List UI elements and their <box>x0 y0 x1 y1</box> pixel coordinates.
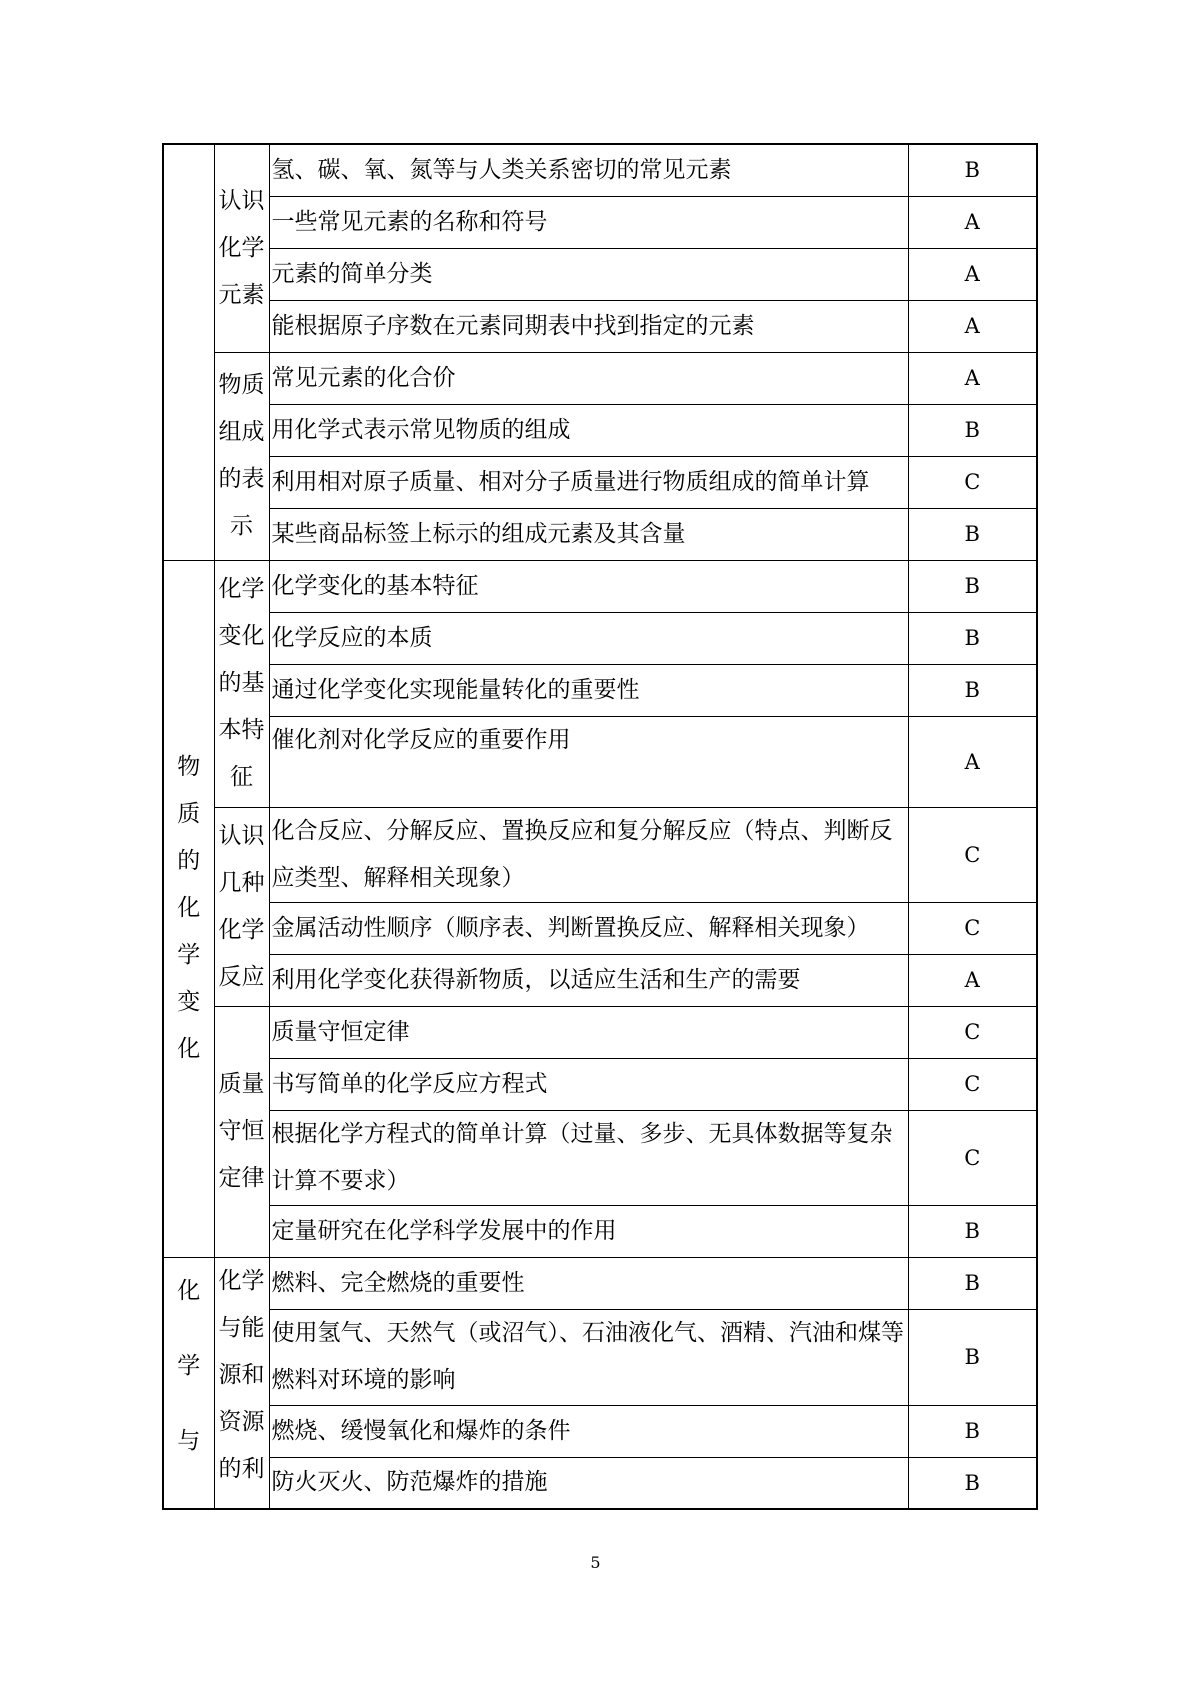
category-label: 物质的化学变化 <box>177 754 201 1062</box>
item-text: 使用氢气、天然气（或沼气）、石油液化气、酒精、汽油和煤等燃料对环境的影响 <box>271 1320 904 1393</box>
level-cell: C <box>908 1110 1037 1205</box>
subcategory-label: 化学与能源和资源的利 <box>218 1267 265 1482</box>
subcategory-cell <box>214 1257 269 1509</box>
item-text: 用化学式表示常见物质的组成 <box>271 416 571 443</box>
subcategory-cell <box>214 144 269 352</box>
item-cell <box>269 508 908 560</box>
item-cell <box>269 664 908 716</box>
item-text: 元素的简单分类 <box>271 260 433 287</box>
item-text: 通过化学变化实现能量转化的重要性 <box>271 676 640 703</box>
item-text: 常见元素的化合价 <box>271 364 456 391</box>
item-cell <box>269 456 908 508</box>
level-cell: B <box>908 1457 1037 1509</box>
item-text: 化合反应、分解反应、置换反应和复分解反应（特点、判断反应类型、解释相关现象） <box>271 817 893 891</box>
level-cell: B <box>908 144 1037 196</box>
item-text: 某些商品标签上标示的组成元素及其含量 <box>271 520 686 547</box>
item-text: 定量研究在化学科学发展中的作用 <box>271 1217 617 1244</box>
item-text: 化学反应的本质 <box>271 624 433 651</box>
item-cell <box>269 1058 908 1110</box>
item-text: 防火灭火、防范爆炸的措施 <box>271 1469 548 1496</box>
level-cell: A <box>908 352 1037 404</box>
level-cell: A <box>908 300 1037 352</box>
level-cell: B <box>908 1405 1037 1457</box>
item-cell <box>269 1405 908 1457</box>
subcategory-cell <box>214 807 269 1006</box>
level-cell: B <box>908 404 1037 456</box>
category-cell <box>163 144 214 560</box>
item-text: 催化剂对化学反应的重要作用 <box>271 726 571 753</box>
item-text: 燃料、完全燃烧的重要性 <box>271 1269 525 1296</box>
item-text: 燃烧、缓慢氧化和爆炸的条件 <box>271 1417 571 1444</box>
item-cell <box>269 196 908 248</box>
item-cell <box>269 1257 908 1309</box>
category-cell <box>163 1257 214 1509</box>
item-cell <box>269 352 908 404</box>
item-cell <box>269 1006 908 1058</box>
item-cell <box>269 560 908 612</box>
level-cell: B <box>908 508 1037 560</box>
item-cell <box>269 612 908 664</box>
item-text: 一些常见元素的名称和符号 <box>271 208 548 235</box>
level-cell: C <box>908 456 1037 508</box>
item-text: 利用相对原子质量、相对分子质量进行物质组成的简单计算 <box>271 468 870 495</box>
level-cell: B <box>908 1205 1037 1257</box>
item-cell <box>269 1309 908 1405</box>
item-cell <box>269 902 908 954</box>
item-text: 利用化学变化获得新物质，以适应生活和生产的需要 <box>271 966 801 993</box>
item-cell <box>269 1457 908 1509</box>
subcategory-cell <box>214 1006 269 1257</box>
level-cell: A <box>908 196 1037 248</box>
page-number: 5 <box>590 1553 601 1572</box>
item-cell <box>269 716 908 807</box>
level-cell: A <box>908 954 1037 1006</box>
category-cell <box>163 560 214 1257</box>
item-text: 书写简单的化学反应方程式 <box>271 1070 548 1097</box>
subcategory-label: 化学变化的基本特征 <box>218 576 265 790</box>
level-cell: C <box>908 1006 1037 1058</box>
item-cell <box>269 954 908 1006</box>
item-cell <box>269 1110 908 1205</box>
subcategory-label: 物质组成的表示 <box>218 372 265 539</box>
subcategory-cell <box>214 352 269 560</box>
item-text: 能根据原子序数在元素同期表中找到指定的元素 <box>271 312 755 339</box>
category-label: 化学与 <box>177 1277 201 1454</box>
level-cell: B <box>908 560 1037 612</box>
level-cell: C <box>908 1058 1037 1110</box>
level-cell: A <box>908 716 1037 807</box>
item-text: 质量守恒定律 <box>271 1018 410 1045</box>
item-text: 氢、碳、氧、氮等与人类关系密切的常见元素 <box>271 156 732 183</box>
item-cell <box>269 404 908 456</box>
item-text: 金属活动性顺序（顺序表、判断置换反应、解释相关现象） <box>271 914 870 941</box>
item-cell <box>269 248 908 300</box>
subcategory-label: 质量守恒定律 <box>218 1071 265 1191</box>
item-cell <box>269 144 908 196</box>
item-cell <box>269 1205 908 1257</box>
subcategory-label: 认识几种化学反应 <box>218 822 265 990</box>
item-text: 根据化学方程式的简单计算（过量、多步、无具体数据等复杂计算不要求） <box>271 1120 893 1194</box>
level-cell: C <box>908 902 1037 954</box>
level-cell: C <box>908 807 1037 902</box>
item-cell <box>269 300 908 352</box>
level-cell: B <box>908 1257 1037 1309</box>
item-text: 化学变化的基本特征 <box>271 572 479 599</box>
subcategory-cell <box>214 560 269 807</box>
level-cell: B <box>908 664 1037 716</box>
subcategory-label: 认识化学元素 <box>218 187 265 308</box>
standards-table <box>162 143 1038 1510</box>
item-cell <box>269 807 908 902</box>
level-cell: A <box>908 248 1037 300</box>
level-cell: B <box>908 1309 1037 1405</box>
level-cell: B <box>908 612 1037 664</box>
